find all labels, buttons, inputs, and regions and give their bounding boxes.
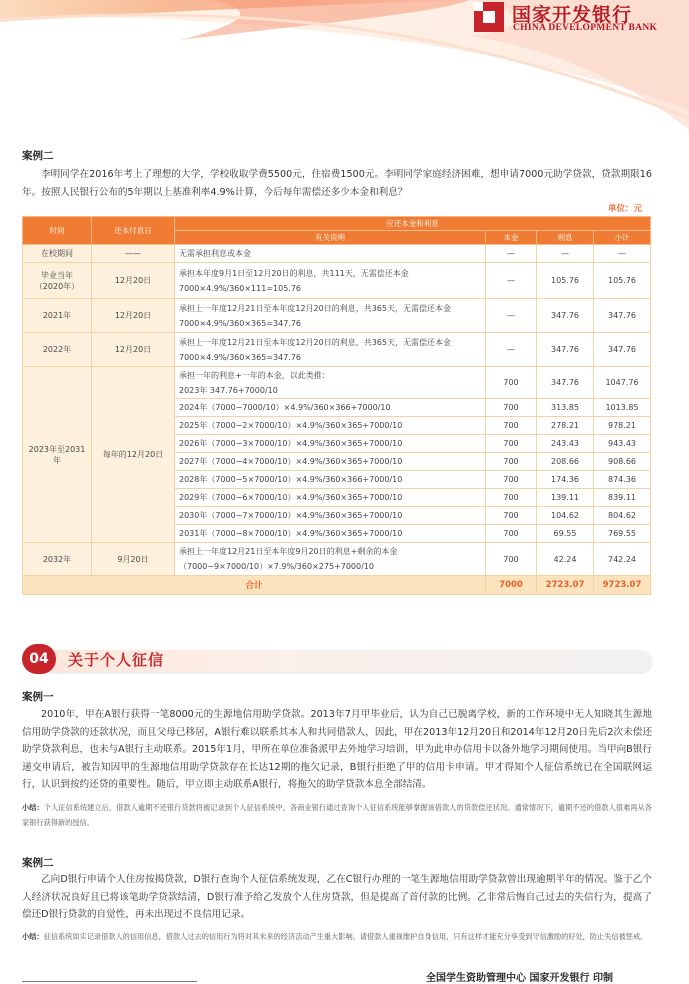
cell-subtotal: 978.21 xyxy=(594,417,651,435)
cell-interest: 42.24 xyxy=(537,543,594,576)
cell-principal: 700 xyxy=(486,417,537,435)
bank-logo xyxy=(472,0,682,40)
case-title: 案例二 xyxy=(22,150,54,162)
cell-desc xyxy=(175,543,486,576)
table-row xyxy=(23,333,651,367)
desc-formula: 7000×4.9%/360×365=347.76 xyxy=(179,352,302,362)
cell-interest: 174.36 xyxy=(537,471,594,489)
cell-desc xyxy=(175,333,486,367)
repayment-table xyxy=(22,216,651,595)
cell-principal: — xyxy=(486,263,537,299)
desc-line: 承担上一年度12月21日至本年度12月20日的利息，共365天，无需偿还本金 xyxy=(179,337,451,347)
cell-subtotal: 908.66 xyxy=(594,453,651,471)
section-title: 关于个人征信 xyxy=(68,651,165,669)
cell-interest: 69.55 xyxy=(537,525,594,543)
cell-subtotal: 347.76 xyxy=(594,333,651,367)
cell-time: 2023年至2031年 xyxy=(23,367,92,543)
cell-desc: 无需承担利息或本金 xyxy=(175,245,486,263)
cell-desc: 2030年（7000−7×7000/10）×4.9%/360×365+7000/10 xyxy=(175,507,486,525)
case-paragraph: 乙向D银行申请个人住房按揭贷款，D银行查询个人征信系统发现，乙在C银行办理的一笔生源地信用助学贷款曾出现逾期半年的情况。鉴于乙个人经济状况良好且已将该笔助学贷款结清，D银行准予给乙发放个人住房贷款，但是提高了首付款的比例。乙非常后悔自己过去的失信行为，提高了偿还D银行贷款的自觉性，再未出现过不良信用记录。 xyxy=(22,874,652,920)
cell-principal: 700 xyxy=(486,367,537,399)
cell-time: 在校期间 xyxy=(23,245,92,263)
footer-credit: 全国学生资助管理中心 国家开发银行 印制 xyxy=(426,973,613,984)
desc-line: 承担一年的利息+一年的本金，以此类推： xyxy=(179,370,330,380)
col-principal: 本金 xyxy=(486,231,537,245)
cell-principal: 700 xyxy=(486,453,537,471)
case-paragraph: 李明同学在2016年考上了理想的大学，学校收取学费5500元，住宿费1500元。李明同学家庭经济困难，想申请7000元助学贷款，贷款期限16年。按照人民银行公布的5年期以上基准利率4.9%计算，今后每年需偿还多少本金和利息？ xyxy=(22,169,652,198)
cell-interest: 347.76 xyxy=(537,367,594,399)
cell-interest: 347.76 xyxy=(537,333,594,367)
cell-subtotal: 769.55 xyxy=(594,525,651,543)
desc-formula: 7000×4.9%/360×111=105.76 xyxy=(179,283,302,293)
case-paragraph: 2010年，甲在A银行获得一笔8000元的生源地信用助学贷款。2013年7月甲毕业后，认为自己已脱离学校，新的工作环境中无人知晓其生源地信用助学贷款的还款状况，而且父母已移居，A银行难以联系其本人和共同借款人，因此，甲在2013年12月20日和2014年12月20日先后2次未偿还助学贷款利息，也未与A银行主动联系。2015年1月，甲所在单位准备派甲去外地学习培训，甲为此申办信用卡以备外地学习期间使用。当甲向B银行递交申请后，被告知因甲的生源地信用助学贷款存在长达12期的拖欠记录，B银行拒绝了甲的信用卡申请。甲才得知个人征信系统已在全国联网运行，认识到按约还贷的重要性。随后，甲立即主动联系A银行，将拖欠的助学贷款本息全部结清。 xyxy=(22,709,652,790)
cell-interest: 347.76 xyxy=(537,299,594,333)
table-row xyxy=(23,299,651,333)
total-label: 合计 xyxy=(23,576,486,595)
cell-principal: — xyxy=(486,333,537,367)
cell-date: 每年的12月20日 xyxy=(92,367,175,543)
cell-principal: 700 xyxy=(486,507,537,525)
total-interest: 2723.07 xyxy=(537,576,594,595)
table-row xyxy=(23,245,651,263)
desc-formula: （7000−9×7000/10）×7.9%/360×275+7000/10 xyxy=(179,562,374,571)
cell-desc: 2029年（7000−6×7000/10）×4.9%/360×365+7000/10 xyxy=(175,489,486,507)
cell-date: 12月20日 xyxy=(92,299,175,333)
cell-subtotal: — xyxy=(594,245,651,263)
total-principal: 7000 xyxy=(486,576,537,595)
cell-date: 12月20日 xyxy=(92,333,175,367)
case-title: 案例二 xyxy=(22,857,54,869)
cell-desc: 2024年（7000−7000/10）×4.9%/360×366+7000/10 xyxy=(175,399,486,417)
cell-interest: 208.66 xyxy=(537,453,594,471)
col-due: 应还本金和利息 xyxy=(175,217,651,231)
unit-label: 单位：元 xyxy=(608,204,643,214)
case-summary xyxy=(22,800,652,830)
cdb-logo-icon xyxy=(472,0,506,34)
table-row xyxy=(23,367,651,399)
cell-desc: 2027年（7000−4×7000/10）×4.9%/360×365+7000/10 xyxy=(175,453,486,471)
cell-interest: 139.11 xyxy=(537,489,594,507)
cell-principal: 700 xyxy=(486,543,537,576)
cell-desc: 2026年（7000−3×7000/10）×4.9%/360×365+7000/10 xyxy=(175,435,486,453)
summary-label: 小结： xyxy=(22,803,44,812)
cell-interest: 105.76 xyxy=(537,263,594,299)
cell-date: —— xyxy=(92,245,175,263)
cell-date: 12月20日 xyxy=(92,263,175,299)
cell-time: 2021年 xyxy=(23,299,92,333)
cell-principal: — xyxy=(486,245,537,263)
table-row xyxy=(23,263,651,299)
col-subtotal: 小计 xyxy=(594,231,651,245)
cell-desc xyxy=(175,299,486,333)
col-interest: 利息 xyxy=(537,231,594,245)
summary-text: 个人征信系统建立后，借款人逾期不还银行贷款将被记录到个人征信系统中，各商业银行通过查询个人征信系统能够掌握该借款人的贷款偿还状况。通常情况下，逾期不还的借款人很难再从各家银行获得新的授信。 xyxy=(22,803,652,827)
col-pay-date: 还本付息日 xyxy=(92,217,175,245)
logo-english-name: CHINA DEVELOPMENT BANK xyxy=(513,23,658,33)
cell-principal: — xyxy=(486,299,537,333)
col-desc: 有关说明 xyxy=(175,231,486,245)
case-summary xyxy=(22,929,652,944)
cell-interest: 313.85 xyxy=(537,399,594,417)
desc-formula: 7000×4.9%/360×365=347.76 xyxy=(179,318,302,328)
cell-subtotal: 1047.76 xyxy=(594,367,651,399)
cell-interest: 278.21 xyxy=(537,417,594,435)
cell-time: 毕业当年（2020年） xyxy=(23,263,92,299)
cell-principal: 700 xyxy=(486,399,537,417)
cell-principal: 700 xyxy=(486,471,537,489)
cell-interest: 104.62 xyxy=(537,507,594,525)
cell-desc xyxy=(175,263,486,299)
col-time: 时间 xyxy=(23,217,92,245)
logo-chinese-name: 国家开发银行 xyxy=(512,4,633,26)
cell-desc: 2031年（7000−8×7000/10）×4.9%/360×365+7000/10 xyxy=(175,525,486,543)
summary-label: 小结： xyxy=(22,932,44,941)
table-row xyxy=(23,543,651,576)
cell-principal: 700 xyxy=(486,525,537,543)
cell-time: 2022年 xyxy=(23,333,92,367)
cell-subtotal: 347.76 xyxy=(594,299,651,333)
summary-text: 征信系统如实记录借款人的信用信息，借款人过去的信用行为将对其未来的经济活动产生重大影响。请借款人重视维护自身信用，只有这样才能充分享受到守信激励的好处，防止失信被惩戒。 xyxy=(43,932,648,941)
cell-date: 9月20日 xyxy=(92,543,175,576)
cell-subtotal: 1013.85 xyxy=(594,399,651,417)
desc-line: 承担上一年度12月21日至本年度12月20日的利息，共365天，无需偿还本金 xyxy=(179,303,451,313)
cell-subtotal: 874.36 xyxy=(594,471,651,489)
desc-line: 承担本年度9月1日至12月20日的利息，共111天，无需偿还本金 xyxy=(179,268,409,278)
desc-line: 承担上一年度12月21日至本年度9月20日的利息+剩余的本金 xyxy=(179,547,398,556)
cell-subtotal: 105.76 xyxy=(594,263,651,299)
cell-principal: 700 xyxy=(486,435,537,453)
cell-time: 2032年 xyxy=(23,543,92,576)
cell-subtotal: 742.24 xyxy=(594,543,651,576)
section-header xyxy=(22,644,652,676)
cell-desc: 2025年（7000−2×7000/10）×4.9%/360×365+7000/10 xyxy=(175,417,486,435)
cell-interest: — xyxy=(537,245,594,263)
case-title: 案例一 xyxy=(22,691,54,703)
cell-subtotal: 943.43 xyxy=(594,435,651,453)
footer-divider xyxy=(22,981,197,982)
cell-desc xyxy=(175,367,486,399)
header-band xyxy=(0,0,689,140)
desc-formula: 2023年 347.76+7000/10 xyxy=(179,385,278,395)
cell-subtotal: 804.62 xyxy=(594,507,651,525)
cell-subtotal: 839.11 xyxy=(594,489,651,507)
cell-interest: 243.43 xyxy=(537,435,594,453)
total-subtotal: 9723.07 xyxy=(594,576,651,595)
table-total-row xyxy=(23,576,651,595)
cell-desc: 2028年（7000−5×7000/10）×4.9%/360×366+7000/10 xyxy=(175,471,486,489)
cell-principal: 700 xyxy=(486,489,537,507)
section-number: 04 xyxy=(22,644,56,674)
